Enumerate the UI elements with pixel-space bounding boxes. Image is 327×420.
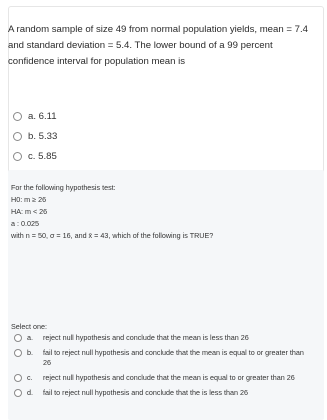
radio-button[interactable]	[14, 334, 22, 342]
q2-option-b-letter: b.	[27, 348, 33, 357]
radio-button[interactable]	[13, 112, 22, 121]
q2-option-d[interactable]	[14, 388, 314, 398]
q1-option-a-label: a. 6.11	[28, 110, 57, 122]
radio-button[interactable]	[14, 374, 22, 382]
q2-option-a-text: reject null hypothesis and conclude that the mean is less than 26	[43, 333, 249, 342]
q2-option-b[interactable]	[14, 348, 314, 368]
radio-button[interactable]	[13, 132, 22, 141]
q2-alpha: a : 0.025	[11, 219, 39, 228]
question-2-options	[14, 333, 314, 403]
q2-given: with n = 50, σ = 16, and x̄ = 43, which of the following is TRUE?	[11, 231, 214, 240]
radio-button[interactable]	[14, 389, 22, 397]
q2-option-d-letter: d.	[27, 388, 33, 397]
question-1-text: A random sample of size 49 from normal population yields, mean = 7.4 and standard deviation = 5.4. The lower bound of a 99 percent confidence interval for population mean is	[8, 24, 308, 67]
q1-option-b[interactable]	[13, 126, 57, 146]
q2-option-d-text: fail to reject null hypothesis and conclude that the is less than 26	[43, 388, 248, 397]
q1-option-b-label: b. 5.33	[28, 130, 58, 142]
q1-option-c[interactable]	[13, 146, 57, 166]
q2-option-a[interactable]	[14, 333, 314, 343]
q2-intro: For the following hypothesis test:	[11, 183, 116, 192]
q2-option-c-text: reject null hypothesis and conclude that the mean is equal to or greater than 26	[43, 373, 295, 382]
question-2-text	[11, 182, 313, 242]
q2-option-c[interactable]	[14, 373, 314, 383]
q2-option-a-letter: a.	[27, 333, 33, 342]
radio-button[interactable]	[14, 349, 22, 357]
q2-option-b-text: fail to reject null hypothesis and conclude that the mean is equal to or greater than 26	[43, 348, 304, 367]
q2-alt-hypothesis: HA: m < 26	[11, 207, 48, 216]
select-one-label: Select one:	[11, 322, 47, 331]
q1-option-c-label: c. 5.85	[28, 150, 57, 162]
q2-option-c-letter: c.	[27, 373, 33, 382]
radio-button[interactable]	[13, 152, 22, 161]
q2-null-hypothesis: H0: m ≥ 26	[11, 195, 47, 204]
q1-option-a[interactable]	[13, 106, 57, 126]
